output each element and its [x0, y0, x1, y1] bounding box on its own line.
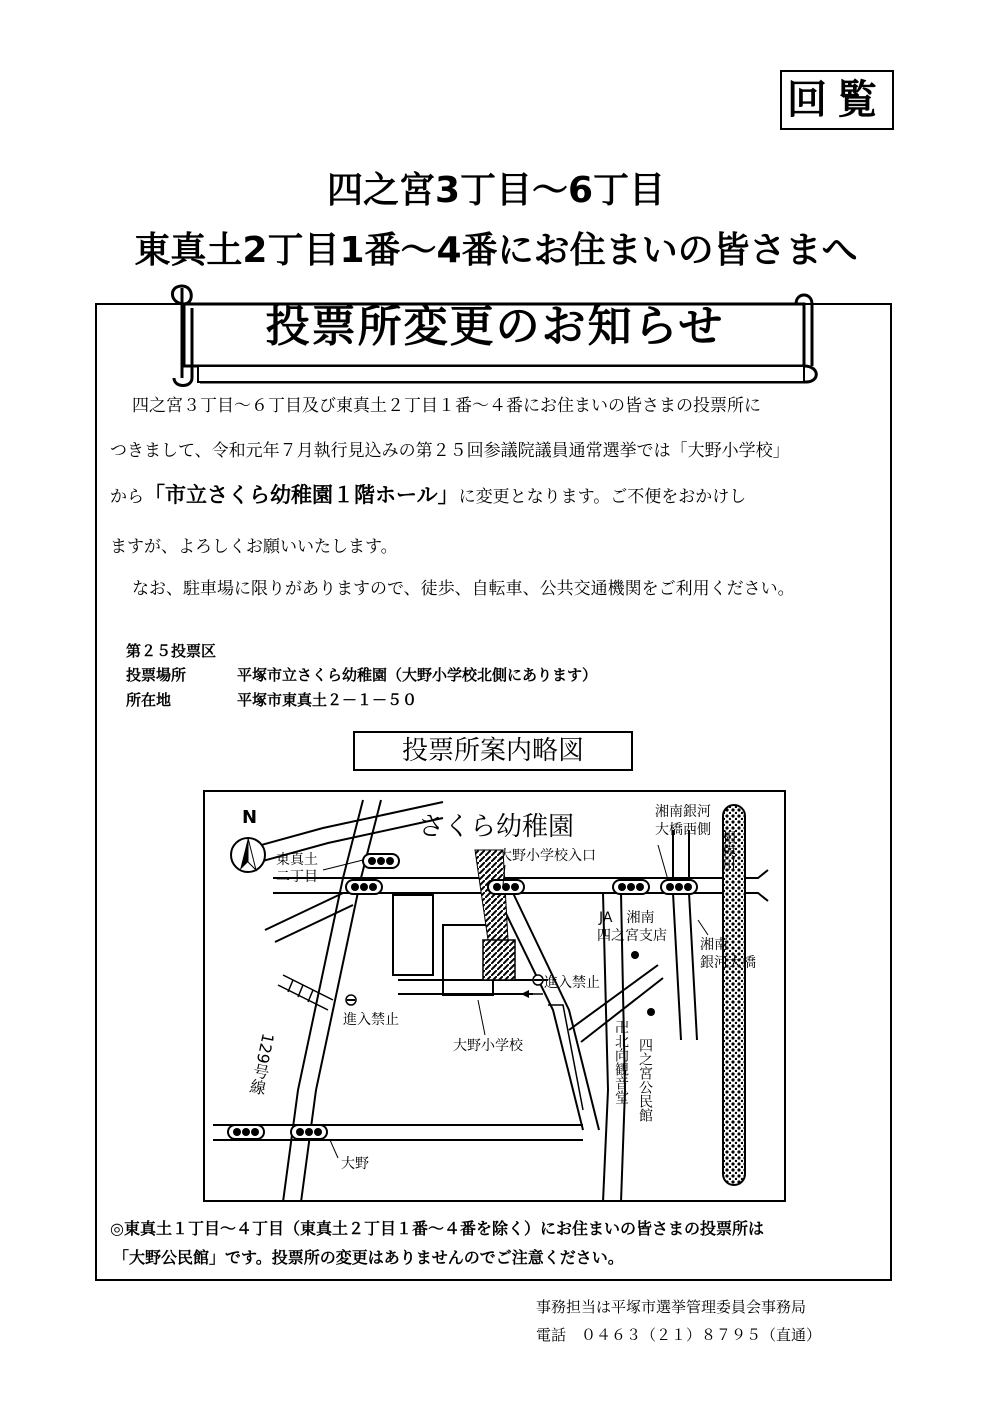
contact-office: 事務担当は平塚市選挙管理委員会事務局 — [536, 1298, 807, 1316]
place-value: 平塚市立さくら幼稚園（大野小学校北側にあります） — [237, 666, 598, 684]
map-ginga-ohashi-1: 湘南 — [700, 937, 728, 953]
sakura-building — [483, 940, 515, 980]
map-route-129: 129号線 — [246, 1031, 278, 1097]
body-line-1: 四之宮３丁目～６丁目及び東真土２丁目１番～４番にお住まいの皆さまの投票所に — [132, 396, 761, 416]
address-label: 所在地 — [126, 691, 172, 709]
map-ginga-ohashi-2: 銀河大橋 — [700, 955, 756, 971]
map-ono: 大野 — [341, 1156, 369, 1172]
contact-phone: 電話 ０４６３（２１）８７９５（直通） — [536, 1326, 822, 1344]
body-line-3-prefix: から — [110, 487, 144, 507]
district-label: 第２５投票区 — [126, 642, 217, 660]
body-line-5: なお、駐車場に限りがありますので、徒歩、自転車、公共交通機関をご利用ください。 — [132, 579, 795, 599]
map-higashi-shindo-1: 東真土 — [276, 852, 318, 868]
map-ono-sho: 大野小学校 — [453, 1038, 523, 1054]
map-ja-1: JA 湘南 — [599, 910, 655, 926]
note-line-2: 「大野公民館」です。投票所の変更はありませんのでご注意ください。 — [113, 1248, 624, 1267]
map-no-entry-2: 進入禁止 — [343, 1012, 399, 1028]
title-line-1: 四之宮3丁目～6丁目 — [326, 170, 666, 211]
map-shonan-ginga-2: 大橋西側 — [655, 822, 711, 838]
map-kominkan: 四之宮公民館 — [637, 1038, 653, 1122]
no-entry-sign — [346, 995, 356, 1005]
note-line-1: ◎東真土１丁目～４丁目（東真土２丁目１番～４番を除く）にお住まいの皆さまの投票所は — [110, 1219, 764, 1238]
map-shonan-ginga-1: 湘南銀河 — [655, 804, 711, 820]
map-kannondo: 卍北向観音堂 — [613, 1020, 629, 1104]
no-entry-sign — [533, 975, 543, 985]
map-higashi-shindo-2: 二丁目 — [276, 869, 318, 885]
map-ono-sho-iriguchi: 大野小学校入口 — [498, 848, 596, 864]
body-line-4: ますが、よろしくお願いいたします。 — [110, 537, 398, 557]
map-title: 投票所案内略図 — [353, 731, 633, 771]
body-line-3 — [110, 484, 890, 508]
address-value: 平塚市東真土２－１－５０ — [237, 691, 418, 709]
map-north-label: N — [242, 807, 258, 828]
map-sakura-label: さくら幼稚園 — [418, 812, 575, 842]
place-label: 投票場所 — [126, 666, 187, 684]
map-no-entry-1: 進入禁止 — [544, 975, 600, 991]
banner-title: 投票所変更のお知らせ — [265, 301, 725, 352]
new-venue-emphasis: 「市立さくら幼稚園１階ホール」 — [144, 483, 459, 507]
body-line-3-suffix: に変更となります。ご不便をおかけし — [458, 487, 747, 507]
map-ja-2: 四之宮支店 — [597, 928, 667, 944]
map-sagamigawa: 相模川 — [720, 830, 736, 872]
guide-map — [203, 790, 786, 1202]
circulation-stamp: 回覧 — [780, 70, 894, 130]
body-line-2: つきまして、令和元年７月執行見込みの第２５回参議院議員通常選挙では「大野小学校」 — [110, 441, 790, 461]
title-line-2: 東真土2丁目1番～4番にお住まいの皆さまへ — [134, 230, 858, 271]
